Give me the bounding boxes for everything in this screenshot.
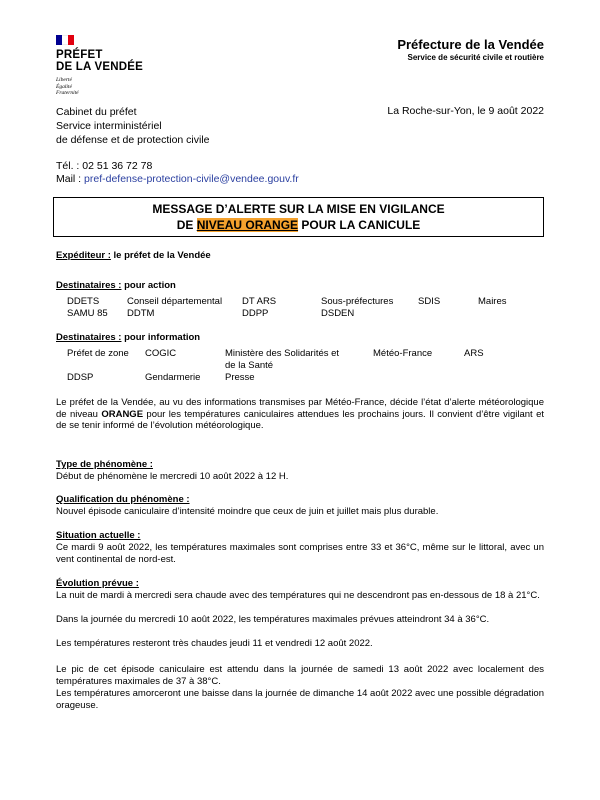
dest-action-item: SDIS — [418, 296, 441, 307]
type-text: Début de phénomène le mercredi 10 août 2022 à 12 H. — [56, 471, 289, 482]
mail-link[interactable]: pref-defense-protection-civile@vendee.gouv.fr — [84, 173, 299, 185]
sender-line: Service interministériel — [56, 120, 162, 132]
expediteur-value: le préfet de la Vendée — [110, 250, 211, 261]
contact-block — [56, 160, 299, 186]
qualification-heading: Qualification du phénomène : — [56, 494, 190, 505]
dest-action-item: Sous-préfectures — [321, 296, 394, 307]
french-flag-icon — [56, 35, 74, 45]
expediteur-label: Expéditeur : — [56, 250, 111, 261]
dest-info-item: Presse — [225, 372, 255, 383]
dest-info-item: Météo-France — [373, 348, 433, 359]
evolution-p3: Les températures resteront très chaudes jeudi 11 et vendredi 12 août 2022. — [56, 638, 373, 649]
dest-action-heading — [56, 280, 176, 291]
dest-action-suffix: pour action — [121, 280, 176, 291]
situation-text: Ce mardi 9 août 2022, les températures maximales sont comprises entre 33 et 36°C, même sur le littoral, avec un vent continental de nord-est. — [56, 542, 544, 565]
place-date: La Roche-sur-Yon, le 9 août 2022 — [387, 105, 544, 117]
evolution-p1: La nuit de mardi à mercredi sera chaude avec des températures qui ne descendront pas en-dessous de 18 à 21°C. — [56, 590, 540, 601]
motto-fraternite: Fraternité — [56, 90, 79, 96]
alert-headline — [53, 197, 544, 237]
motto-liberte: Liberté — [56, 77, 72, 83]
logo-line2: DE LA VENDÉE — [56, 61, 143, 73]
dest-info-item-cont: de la Santé — [225, 360, 274, 371]
dest-info-item: DDSP — [67, 372, 94, 383]
dest-info-item: COGIC — [145, 348, 177, 359]
dest-action-item: DDPP — [242, 308, 269, 319]
dest-action-item: DSDEN — [321, 308, 355, 319]
headline-pre: DE — [176, 218, 197, 232]
headline-post: POUR LA CANICULE — [298, 218, 421, 232]
type-heading: Type de phénomène : — [56, 459, 153, 470]
qualification-text: Nouvel épisode caniculaire d’intensité moindre que ceux de juin et juillet mais plus durable. — [56, 506, 439, 517]
dest-action-item: DDTM — [127, 308, 155, 319]
expediteur — [56, 250, 211, 261]
dest-info-item: ARS — [464, 348, 484, 359]
contact-tel: Tél. : 02 51 36 72 78 — [56, 160, 153, 172]
dest-action-item: DT ARS — [242, 296, 277, 307]
evolution-p4: Le pic de cet épisode caniculaire est attendu dans la journée de samedi 13 août 2022 avec localement des températures maximales de 37 à 38°C. — [56, 664, 544, 687]
logo-title — [56, 49, 143, 73]
evolution-p2: Dans la journée du mercredi 10 août 2022, les températures maximales prévues atteindront 34 à 36°C. — [56, 614, 490, 625]
logo-line1: PRÉFET — [56, 49, 103, 61]
dest-info-label: Destinataires : — [56, 332, 122, 343]
intro-post: pour les températures caniculaires attendues les prochains jours. Il convient d’être vigilant et de se tenir informé de l’évolution météorologique. — [56, 408, 544, 431]
evolution-heading: Évolution prévue : — [56, 578, 139, 589]
contact-mail-line — [56, 173, 299, 186]
dest-info-item: Gendarmerie — [145, 372, 201, 383]
headline-line2 — [54, 217, 543, 233]
sender-line: de défense et de protection civile — [56, 134, 210, 146]
dest-info-item: Préfet de zone — [67, 348, 129, 359]
intro-paragraph — [56, 397, 544, 432]
headline-line1: MESSAGE D’ALERTE SUR LA MISE EN VIGILANCE — [152, 202, 445, 216]
dest-info-item: Ministère des Solidarités et — [225, 348, 340, 359]
dest-action-item: Conseil départemental — [127, 296, 223, 307]
logo-motto — [56, 77, 79, 97]
dest-action-label: Destinataires : — [56, 280, 122, 291]
sender-line: Cabinet du préfet — [56, 106, 137, 118]
intro-pre: Le préfet de la Vendée, au vu des informations transmises par Météo-France, décide l’état d’alerte météorologique de niveau — [56, 397, 544, 420]
sender-block — [56, 105, 210, 147]
mail-label: Mail : — [56, 173, 85, 185]
dest-info-suffix: pour information — [121, 332, 201, 343]
headline-highlight: NIVEAU ORANGE — [196, 218, 299, 232]
evolution-p5: Les températures amorceront une baisse dans la journée de dimanche 14 août 2022 avec une possible dégradation orageuse. — [56, 688, 544, 711]
dest-action-item: SAMU 85 — [67, 308, 108, 319]
dest-action-item: DDETS — [67, 296, 100, 307]
prefecture-subtitle: Service de sécurité civile et routière — [407, 53, 544, 62]
motto-egalite: Égalité — [56, 83, 72, 90]
situation-heading: Situation actuelle : — [56, 530, 141, 541]
prefecture-title: Préfecture de la Vendée — [397, 37, 544, 52]
dest-action-item: Maires — [478, 296, 507, 307]
dest-info-heading — [56, 332, 200, 343]
intro-level: ORANGE — [101, 408, 144, 420]
